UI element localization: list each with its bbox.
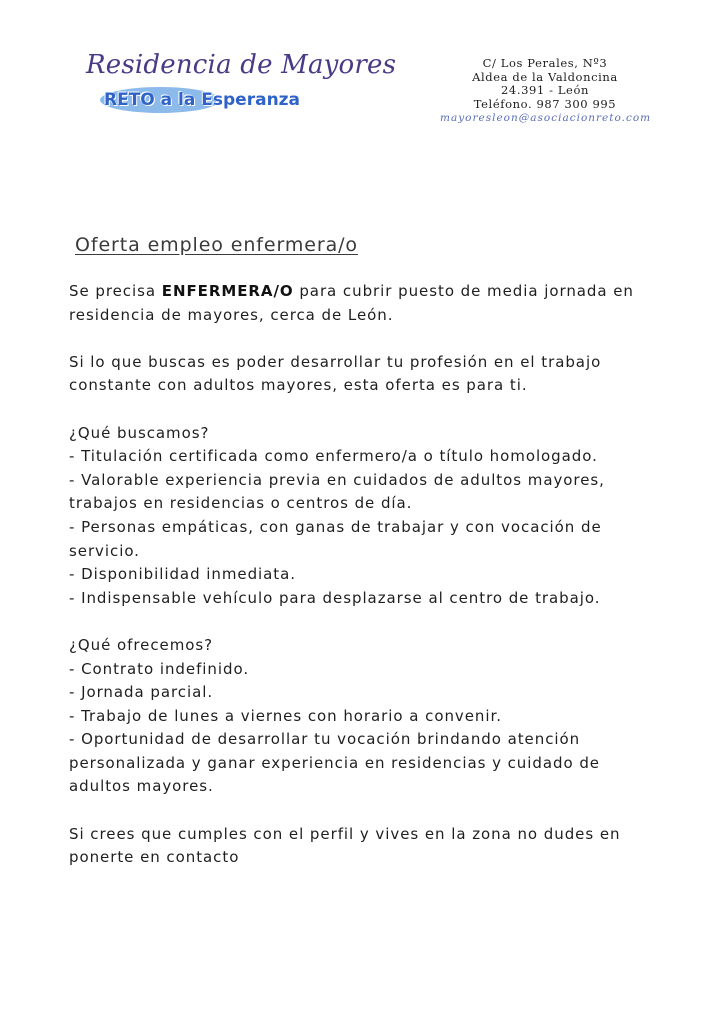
intro-line-1: [69, 280, 669, 304]
address-postal-city: 24.391 - León: [500, 83, 589, 98]
offering-item: - Oportunidad de desarrollar tu vocación brindando atención: [69, 730, 581, 749]
logo-title: Residencia de Mayores: [86, 50, 397, 80]
address-email: mayoresleon@asociacionreto.com: [440, 111, 652, 124]
organization-logo: [86, 50, 397, 120]
intro-paragraph: [69, 280, 669, 327]
offering-item: personalizada y ganar experiencia en residencias y cuidado de: [69, 753, 600, 772]
seeking-item: trabajos en residencias o centros de día.: [69, 494, 413, 513]
offering-item: adultos mayores.: [69, 777, 214, 796]
logo-subtitle: RETO a la Esperanza: [104, 90, 301, 110]
intro-suffix: para cubrir puesto de media jornada en: [293, 282, 634, 300]
offering-item: - Contrato indefinido.: [69, 659, 250, 678]
closing-line: ponerte en contacto: [69, 848, 240, 867]
pitch-line: constante con adultos mayores, esta oferta es para ti.: [69, 376, 528, 395]
seeking-item: - Personas empáticas, con ganas de trabajar y con vocación de: [69, 517, 602, 536]
document-body: [69, 280, 669, 893]
intro-highlight: ENFERMERA/O: [161, 282, 294, 300]
address-street: C/ Los Perales, Nº3: [482, 56, 608, 70]
page-title: Oferta empleo enfermera/o: [75, 234, 358, 256]
offering-section: [69, 634, 669, 799]
seeking-item: - Valorable experiencia previa en cuidados de adultos mayores,: [69, 470, 605, 489]
offering-item: - Jornada parcial.: [69, 683, 214, 702]
seeking-section: [69, 422, 669, 611]
offering-item: - Trabajo de lunes a viernes con horario a convenir.: [69, 706, 502, 725]
seeking-heading: ¿Qué buscamos?: [69, 423, 210, 442]
offering-heading: ¿Qué ofrecemos?: [69, 635, 214, 654]
pitch-line: Si lo que buscas es poder desarrollar tu profesión en el trabajo: [69, 352, 602, 371]
address-locality: Aldea de la Valdoncina: [472, 69, 618, 84]
seeking-item: - Indispensable vehículo para desplazarse al centro de trabajo.: [69, 588, 601, 607]
address-phone: Teléfono. 987 300 995: [473, 97, 617, 112]
pitch-paragraph: [69, 351, 669, 398]
intro-line-2: residencia de mayores, cerca de León.: [69, 305, 394, 324]
intro-prefix: Se precisa: [69, 282, 162, 300]
seeking-item: - Titulación certificada como enfermero/a o título homologado.: [69, 447, 598, 466]
seeking-item: - Disponibilidad inmediata.: [69, 565, 297, 584]
closing-line: Si crees que cumples con el perfil y vives en la zona no dudes en: [69, 824, 621, 843]
seeking-item: servicio.: [69, 541, 140, 560]
closing-paragraph: [69, 823, 669, 870]
address-block: [440, 57, 650, 126]
